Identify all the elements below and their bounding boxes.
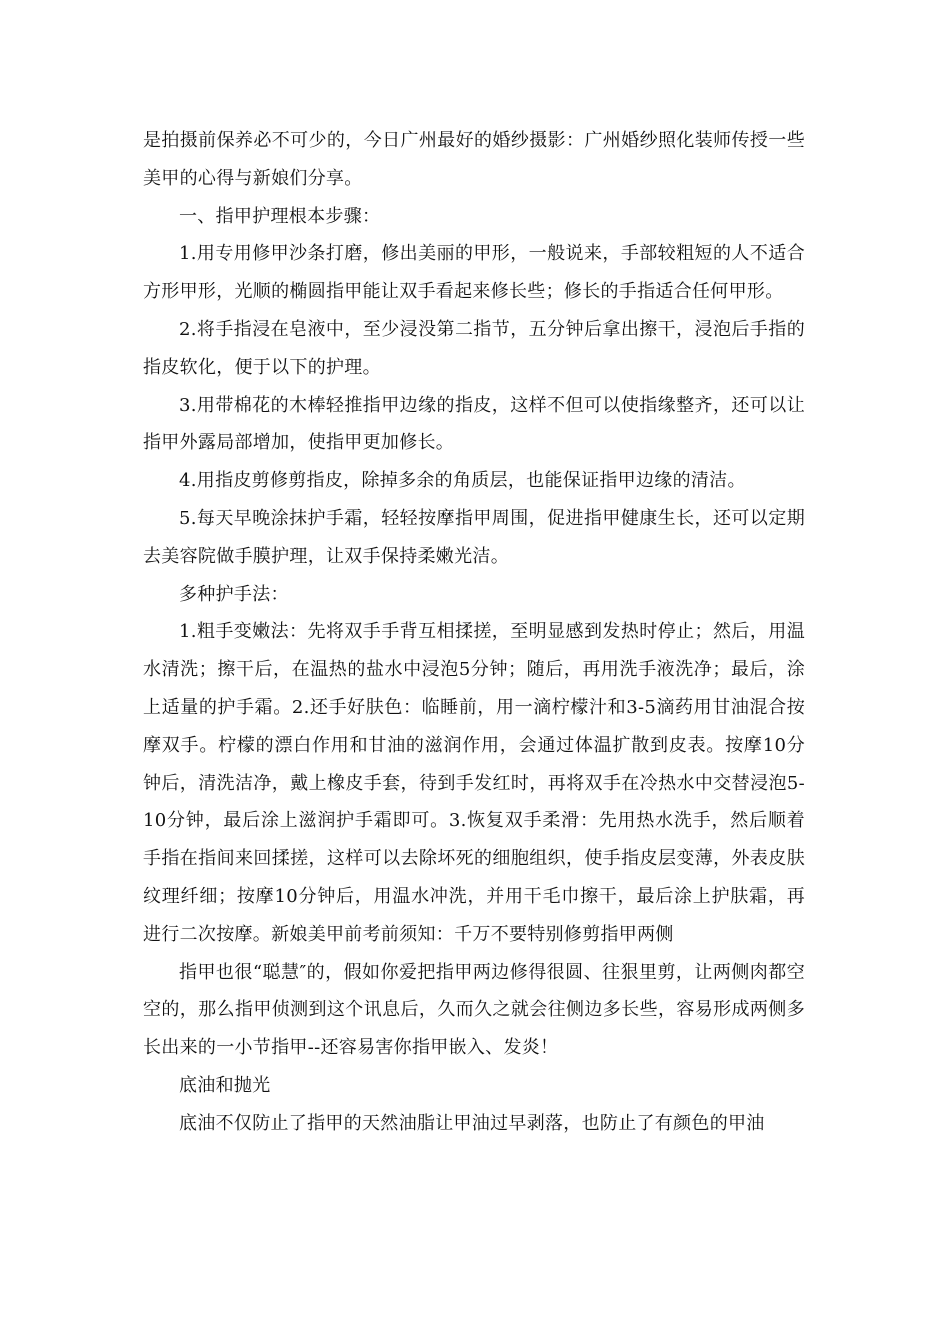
paragraph-step-1: 1.用专用修甲沙条打磨，修出美丽的甲形，一般说来，手部较粗短的人不适合方形甲形，光顺的椭圆指甲能让双手看起来修长些；修长的手指适合任何甲形。 [143,243,805,303]
paragraph-intro: 是拍摄前保养必不可少的，今日广州最好的婚纱摄影：广州婚纱照化装师传授一些美甲的心得与新娘们分享。 [143,130,805,189]
heading-base-coat: 底油和抛光 [179,1074,271,1096]
heading-nail-care-steps: 一、指甲护理根本步骤： [179,205,381,227]
paragraph-step-5: 5.每天早晚涂抹护手霜，轻轻按摩指甲周围，促进指甲健康生长，还可以定期去美容院做手膜护理，让双手保持柔嫩光洁。 [143,507,805,567]
paragraph-step-3: 3.用带棉花的木棒轻推指甲边缘的指皮，这样不但可以使指缘整齐，还可以让指甲外露局部增加，使指甲更加修长。 [143,394,805,454]
paragraph-hand-care-methods: 1.粗手变嫩法：先将双手手背互相揉搓，至明显感到发热时停止；然后，用温水清洗；擦干后，在温热的盐水中浸泡5分钟；随后，再用洗手液洗净；最后，涂上适量的护手霜。2.还手好肤色：临睡前，用一滴柠檬汁和3-5滴药用甘油混合按摩双手。柠檬的漂白作用和甘油的滋润作用，会通过体温扩散到皮表。按摩10分钟后，清洗洁净，戴上橡皮手套，待到手发红时，再将双手在冷热水中交替浸泡5-10分钟，最后涂上滋润护手霜即可。3.恢复双手柔滑：先用热水洗手，然后顺着手指在指间来回揉搓，这样可以去除坏死的细胞组织，使手指皮层变薄，外表皮肤纹理纤细；按摩10分钟后，用温水冲洗，并用干毛巾擦干，最后涂上护肤霜，再进行二次按摩。新娘美甲前考前须知：千万不要特别修剪指甲两侧 [143,621,805,945]
paragraph-step-4: 4.用指皮剪修剪指皮，除掉多余的角质层，也能保证指甲边缘的清洁。 [179,470,746,492]
paragraph-step-2: 2.将手指浸在皂液中，至少浸没第二指节，五分钟后拿出擦干，浸泡后手指的指皮软化，便于以下的护理。 [143,318,805,378]
heading-hand-care-methods: 多种护手法： [179,583,289,605]
paragraph-base-coat: 底油不仅防止了指甲的天然油脂让甲油过早剥落，也防止了有颜色的甲油 [179,1112,765,1134]
paragraph-nail-sides: 指甲也很“聪慧″的，假如你爱把指甲两边修得很圆、往狠里剪，让两侧肉都空空的，那么指甲侦测到这个讯息后，久而久之就会往侧边多长些，容易形成两侧多长出来的一小节指甲--还容易害你指甲嵌入、发炎！ [143,961,805,1059]
document-body [143,122,805,1143]
